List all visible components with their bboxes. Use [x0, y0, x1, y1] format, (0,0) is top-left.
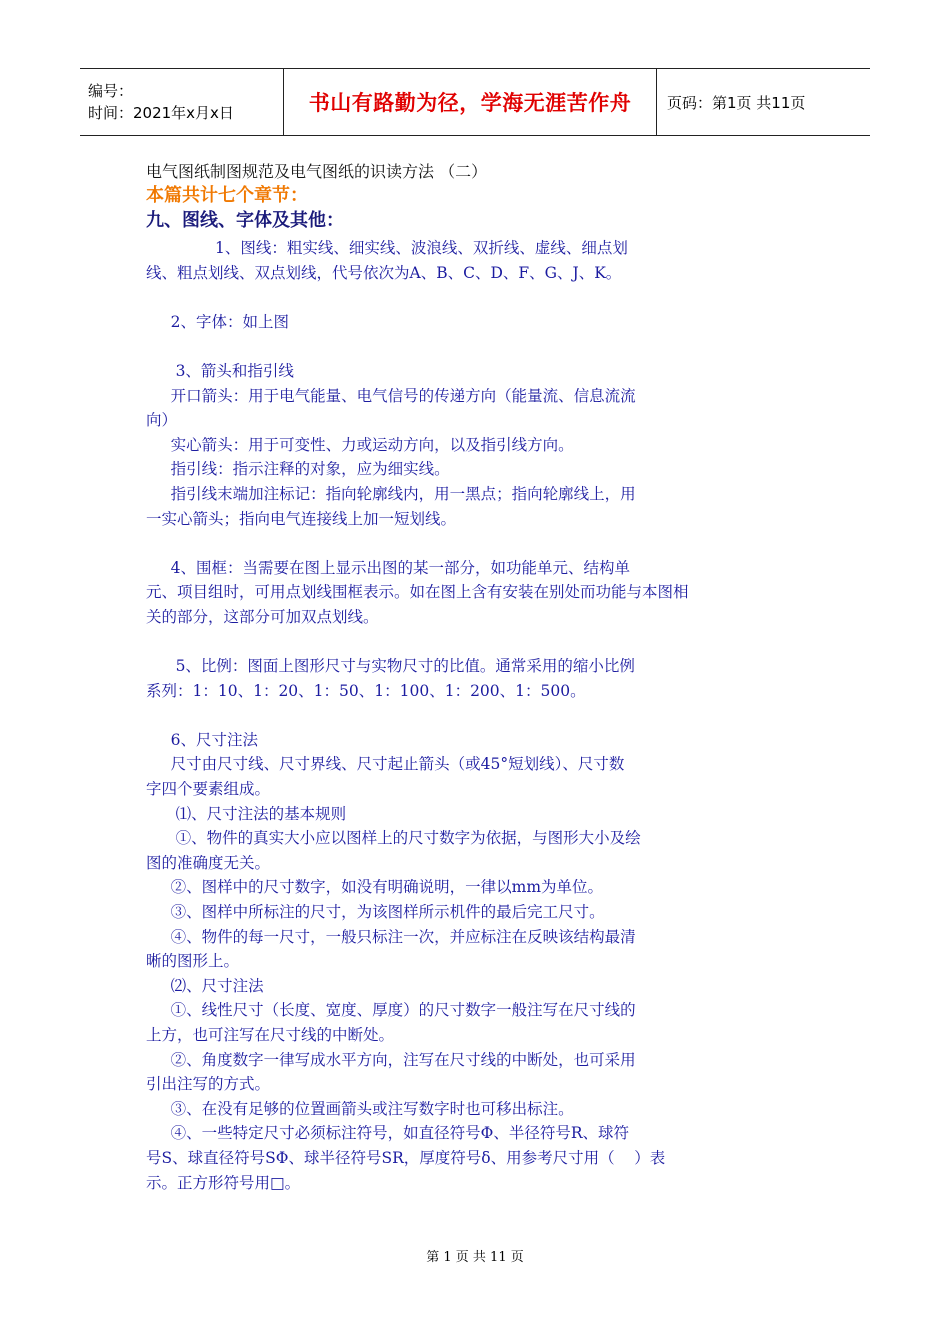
time-label: 时间：2021年x月x日: [88, 104, 234, 122]
page-info-text: 页码：第1页 共11页: [667, 93, 806, 112]
paragraph-line: ④、一些特定尺寸必须标注符号，如直径符号Φ、半径符号R、球符: [146, 1124, 630, 1143]
paragraph-line: ③、在没有足够的位置画箭头或注写数字时也可移出标注。: [146, 1099, 574, 1118]
paragraph-line: 4、围框：当需要在图上显示出图的某一部分，如功能单元、结构单: [146, 558, 631, 577]
paragraph-line: ④、物件的每一尺寸，一般只标注一次，并应标注在反映该结构最清: [146, 927, 636, 946]
blank-line: [146, 334, 816, 359]
motto-text: 书山有路勤为径，学海无涯苦作舟: [308, 91, 632, 115]
header-motto-cell: [283, 69, 657, 135]
blank-line: [146, 285, 816, 310]
header-page-info: [657, 69, 870, 135]
paragraph-line: 实心箭头：用于可变性、力或运动方向，以及指引线方向。: [146, 435, 574, 454]
paragraph-line: 一实心箭头；指向电气连接线上加一短划线。: [146, 509, 457, 528]
paragraph-line: ③、图样中所标注的尺寸，为该图样所示机件的最后完工尺寸。: [146, 903, 605, 922]
paragraph-line: 尺寸由尺寸线、尺寸界线、尺寸起止箭头（或45°短划线）、尺寸数: [146, 755, 625, 774]
paragraph-line: 6、尺寸注法: [146, 730, 259, 749]
paragraph-line: 2、字体：如上图: [146, 312, 290, 331]
paragraph-line: 向）: [146, 411, 178, 430]
document-header: [80, 68, 870, 136]
chapters-note: 本篇共计七个章节：: [146, 185, 308, 206]
paragraph-line: 图的准确度无关。: [146, 853, 271, 872]
paragraph-line: 引出注写的方式。: [146, 1075, 271, 1094]
paragraph-line: ②、角度数字一律写成水平方向，注写在尺寸线的中断处，也可采用: [146, 1050, 636, 1069]
section-heading: 九、图线、字体及其他：: [146, 210, 344, 231]
paragraph-line: 系列：1：10、1：20、1：50、1：100、1：200、1：500。: [146, 681, 586, 700]
page-footer: 第 1 页 共 11 页: [426, 1250, 524, 1265]
paragraph-line: 字四个要素组成。: [146, 780, 271, 799]
paragraph-line: 上方，也可注写在尺寸线的中断处。: [146, 1026, 395, 1044]
paragraph-line: 关的部分，这部分可加双点划线。: [146, 607, 379, 626]
paragraph-line: 开口箭头：用于电气能量、电气信号的传递方向（能量流、信息流流: [146, 386, 636, 405]
document-title: 电气图纸制图规范及电气图纸的识读方法 （二）: [146, 162, 488, 181]
paragraph-line: ②、图样中的尺寸数字，如没有明确说明，一律以mm为单位。: [146, 878, 604, 897]
document-body: [146, 160, 816, 1195]
paragraph-line: 线、粗点划线、双点划线，代号依次为A、B、C、D、F、G、J、K。: [146, 263, 622, 282]
blank-line: [146, 531, 816, 556]
header-meta: [80, 69, 283, 135]
paragraph-line: 指引线：指示注释的对象，应为细实线。: [146, 460, 450, 479]
blank-line: [146, 703, 816, 728]
body-text: [146, 236, 816, 1195]
paragraph-line: ①、物件的真实大小应以图样上的尺寸数字为依据，与图形大小及绘: [146, 829, 641, 848]
paragraph-line: 号S、球直径符号SΦ、球半径符号SR，厚度符号δ、用参考尺寸用（ ）表: [146, 1148, 666, 1167]
paragraph-line: 指引线末端加注标记：指向轮廓线内，用一黑点；指向轮廓线上，用: [146, 484, 636, 503]
paragraph-line: 元、项目组时，可用点划线围框表示。如在图上含有安装在别处而功能与本图相: [146, 583, 689, 602]
paragraph-line: ①、线性尺寸（长度、宽度、厚度）的尺寸数字一般注写在尺寸线的: [146, 1001, 636, 1020]
paragraph-line: 5、比例：图面上图形尺寸与实物尺寸的比值。通常采用的缩小比例: [146, 657, 635, 676]
blank-line: [146, 630, 816, 655]
paragraph-line: ⑵、尺寸注法: [146, 976, 264, 995]
paragraph-line: 晰的图形上。: [146, 952, 240, 971]
paragraph-line: 示。正方形符号用□。: [146, 1173, 301, 1192]
paragraph-line: 3、箭头和指引线: [146, 361, 294, 380]
paragraph-line: 1、图线：粗实线、细实线、波浪线、双折线、虚线、细点划: [146, 239, 628, 257]
number-label: 编号：: [88, 82, 134, 100]
paragraph-line: ⑴、尺寸注法的基本规则: [146, 804, 347, 823]
